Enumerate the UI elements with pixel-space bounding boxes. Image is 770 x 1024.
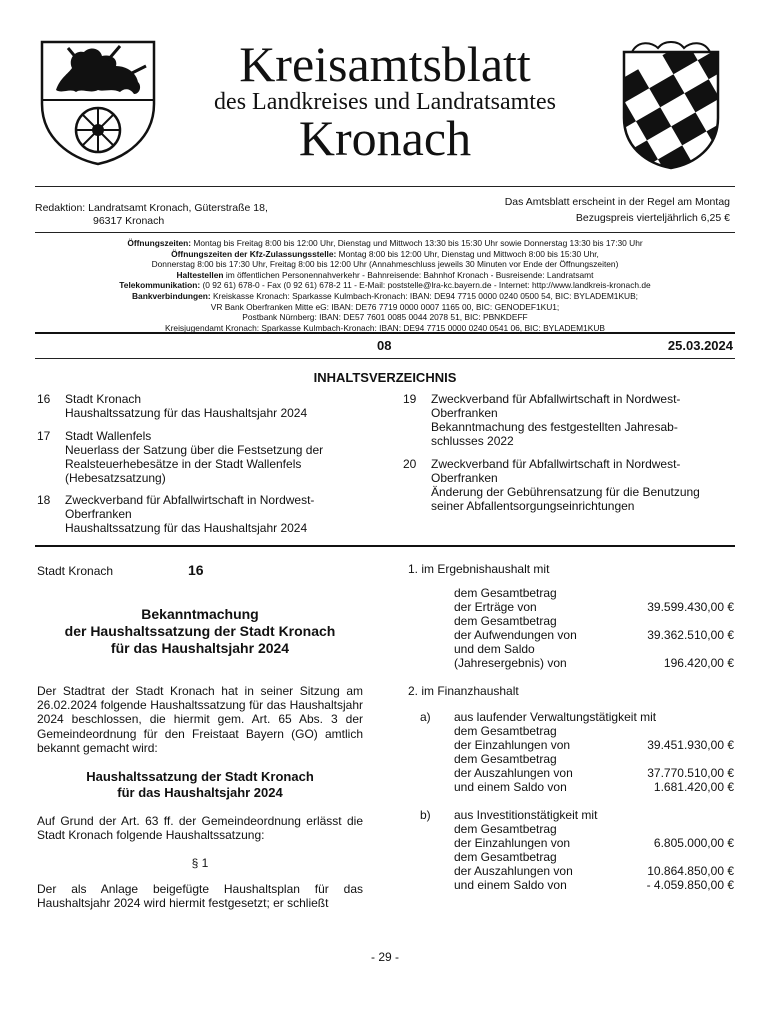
ergebnis-title: 1. im Ergebnishaushalt mit bbox=[408, 562, 550, 576]
toc-entry-number: 18 bbox=[37, 493, 51, 507]
paragraph-text: Der als Anlage beigefügte Haushaltsplan für das Haushaltsjahr 2024 wird hiermit festgesetzt; er schließt bbox=[37, 882, 363, 911]
statute-heading-line: Haushaltssatzung der Stadt Kronach bbox=[86, 769, 314, 784]
info-line: Telekommunikation: (0 92 61) 678-0 - Fax (0 92 61) 678-2 11 - E-Mail: poststelle@lra-kc.bayern.de - Internet: http://www.landkreis-kronach.de bbox=[119, 280, 651, 291]
ergebnis-table bbox=[454, 586, 734, 672]
toc-entry[interactable] bbox=[403, 392, 733, 450]
info-line: VR Bank Oberfranken Mitte eG: IBAN: DE76 7719 0000 0007 1165 00, BIC: GENODEF1KU1; bbox=[210, 301, 560, 312]
page-number: - 29 - bbox=[370, 950, 399, 964]
finance-row: aus laufender Verwaltungstätigkeit mit bbox=[454, 710, 657, 724]
toc-entry-text: Stadt Wallenfels Neuerlass der Satzung über die Festsetzung der Realsteuerhebesätze in der Stadt Wallenfels (Hebesatzsatzung) bbox=[65, 429, 324, 485]
toc-entry[interactable] bbox=[403, 457, 733, 515]
editorial-address-2: 96317 Kronach bbox=[93, 215, 165, 227]
toc-entry-text: Zweckverband für Abfallwirtschaft in Nordwest- Oberfranken Haushaltssatzung für das Haushaltsjahr 2024 bbox=[65, 493, 315, 535]
article-heading bbox=[37, 606, 363, 657]
masthead-subtitle: des Landkreises und Landratsamtes bbox=[214, 89, 556, 115]
toc-entry-number: 20 bbox=[403, 457, 417, 471]
divider bbox=[35, 232, 735, 233]
masthead-title: Kreisamtsblatt bbox=[239, 36, 531, 92]
info-line: Öffnungszeiten der Kfz-Zulassungsstelle: Montag 8:00 bis 12:00 Uhr, Dienstag und Mittwoch 8:00 bis 15:30 Uhr, bbox=[171, 248, 599, 259]
editorial-price: Bezugspreis vierteljährlich 6,25 € bbox=[575, 212, 730, 224]
article-heading-line: Bekanntmachung bbox=[141, 606, 259, 622]
finance-row: und dem Saldo bbox=[454, 642, 535, 656]
finance-row: dem Gesamtbetrag bbox=[454, 614, 557, 628]
finance-row: aus Investitionstätigkeit mit bbox=[454, 808, 598, 822]
article-number: 16 bbox=[188, 562, 204, 578]
toc-entry-number: 19 bbox=[403, 392, 417, 406]
finance-row: dem Gesamtbetrag bbox=[454, 752, 557, 766]
finanz-b-label: b) bbox=[420, 808, 431, 822]
editorial-schedule: Das Amtsblatt erscheint in der Regel am Montag bbox=[504, 196, 730, 208]
info-line: Donnerstag 8:00 bis 17:30 Uhr, Freitag 8:00 bis 12:00 Uhr (Annahmeschluss jeweils 30 Minuten vor Ende der Öffnungszeiten) bbox=[151, 259, 619, 270]
masthead-place: Kronach bbox=[298, 110, 472, 166]
article-intro: Der Stadtrat der Stadt Kronach hat in seiner Sitzung am 26.02.2024 folgende Haushaltssatzung für das Haushaltsjahr 2024 beschlossen, die hiermit gem. Art. 65 Abs. 3 der Gemeindeordnung für den Freistaat Bayern (GO) amtlich bekannt gemacht wird: bbox=[37, 684, 363, 755]
paragraph-mark: § 1 bbox=[191, 856, 209, 870]
finanz-b-table bbox=[454, 808, 734, 894]
article-source: Stadt Kronach bbox=[37, 564, 114, 578]
toc-entry-text: Stadt Kronach Haushaltssatzung für das Haushaltsjahr 2024 bbox=[65, 392, 308, 420]
toc-entry-number: 17 bbox=[37, 429, 51, 443]
finanz-a-table bbox=[454, 710, 734, 796]
info-line: Kreisjugendamt Kronach: Sparkasse Kulmbach-Kronach: IBAN: DE94 7715 0000 0240 0541 06, BIC: BYLADEM1KUB bbox=[165, 322, 605, 333]
editorial-address-1: Redaktion: Landratsamt Kronach, Güterstraße 18, bbox=[35, 202, 268, 214]
info-line: Haltestellen im öffentlichen Personennahverkehr - Bahnreisende: Bahnhof Kronach - Busreisende: Landratsamt bbox=[176, 269, 594, 280]
toc-entry[interactable] bbox=[37, 429, 377, 487]
finance-row: dem Gesamtbetrag bbox=[454, 724, 557, 738]
toc-heading: INHALTSVERZEICHNIS bbox=[313, 370, 457, 385]
finanz-a-label: a) bbox=[420, 710, 431, 724]
info-line: Öffnungszeiten: Montag bis Freitag 8:00 bis 12:00 Uhr, Dienstag und Mittwoch 13:30 bis 15:30 Uhr sowie Donnerstag 13:30 bis 17:30 Uhr bbox=[127, 238, 643, 248]
toc-entry-text: Zweckverband für Abfallwirtschaft in Nordwest- Oberfranken Bekanntmachung des festgestellten Jahresab- schlusses 2022 bbox=[431, 392, 681, 448]
finance-row: dem Gesamtbetrag bbox=[454, 822, 557, 836]
statute-heading bbox=[37, 769, 363, 801]
divider bbox=[35, 186, 735, 187]
article-heading-line: für das Haushaltsjahr 2024 bbox=[110, 640, 290, 656]
finance-row: der Auszahlungen von 10.864.850,00 € bbox=[454, 864, 734, 878]
toc-entry-text: Zweckverband für Abfallwirtschaft in Nordwest- Oberfranken Änderung der Gebührensatzung für die Benutzung seiner Abfallentsorgungseinrichtungen bbox=[431, 457, 700, 513]
statute-basis: Auf Grund der Art. 63 ff. der Gemeindeordnung erlässt die Stadt Kronach folgende Haushaltssatzung: bbox=[37, 814, 363, 843]
divider bbox=[35, 358, 735, 359]
toc-entry-number: 16 bbox=[37, 392, 51, 406]
finance-row: dem Gesamtbetrag bbox=[454, 586, 557, 600]
info-line: Postbank Nürnberg: IBAN: DE57 7601 0085 0044 2078 51, BIC: PBNKDEFF bbox=[242, 312, 528, 323]
toc-entry[interactable] bbox=[37, 493, 377, 537]
divider bbox=[35, 545, 735, 547]
article-heading-line: der Haushaltssatzung der Stadt Kronach bbox=[64, 623, 336, 639]
info-block bbox=[35, 238, 735, 333]
finance-row: und einem Saldo von - 4.059.850,00 € bbox=[454, 878, 734, 892]
finanz-title: 2. im Finanzhaushalt bbox=[408, 684, 519, 698]
divider bbox=[35, 332, 735, 334]
finance-row: (Jahresergebnis) von 196.420,00 € bbox=[454, 656, 734, 670]
finance-row: der Auszahlungen von 37.770.510,00 € bbox=[454, 766, 734, 780]
finance-row: der Einzahlungen von 6.805.000,00 € bbox=[454, 836, 734, 850]
finance-row: und einem Saldo von 1.681.420,00 € bbox=[454, 780, 734, 794]
issue-date: 25.03.2024 bbox=[667, 338, 733, 353]
finance-row: dem Gesamtbetrag bbox=[454, 850, 557, 864]
toc-entry[interactable] bbox=[37, 392, 377, 422]
finance-row: der Aufwendungen von 39.362.510,00 € bbox=[454, 628, 734, 642]
statute-heading-line: für das Haushaltsjahr 2024 bbox=[117, 785, 283, 800]
issue-number: 08 bbox=[377, 338, 392, 353]
finance-row: der Einzahlungen von 39.451.930,00 € bbox=[454, 738, 734, 752]
info-line: Bankverbindungen: Kreiskasse Kronach: Sparkasse Kulmbach-Kronach: IBAN: DE94 7715 0000 0240 0500 54, BIC: BYLADEM1KUB; bbox=[132, 290, 638, 301]
finance-row: der Erträge von 39.599.430,00 € bbox=[454, 600, 734, 614]
